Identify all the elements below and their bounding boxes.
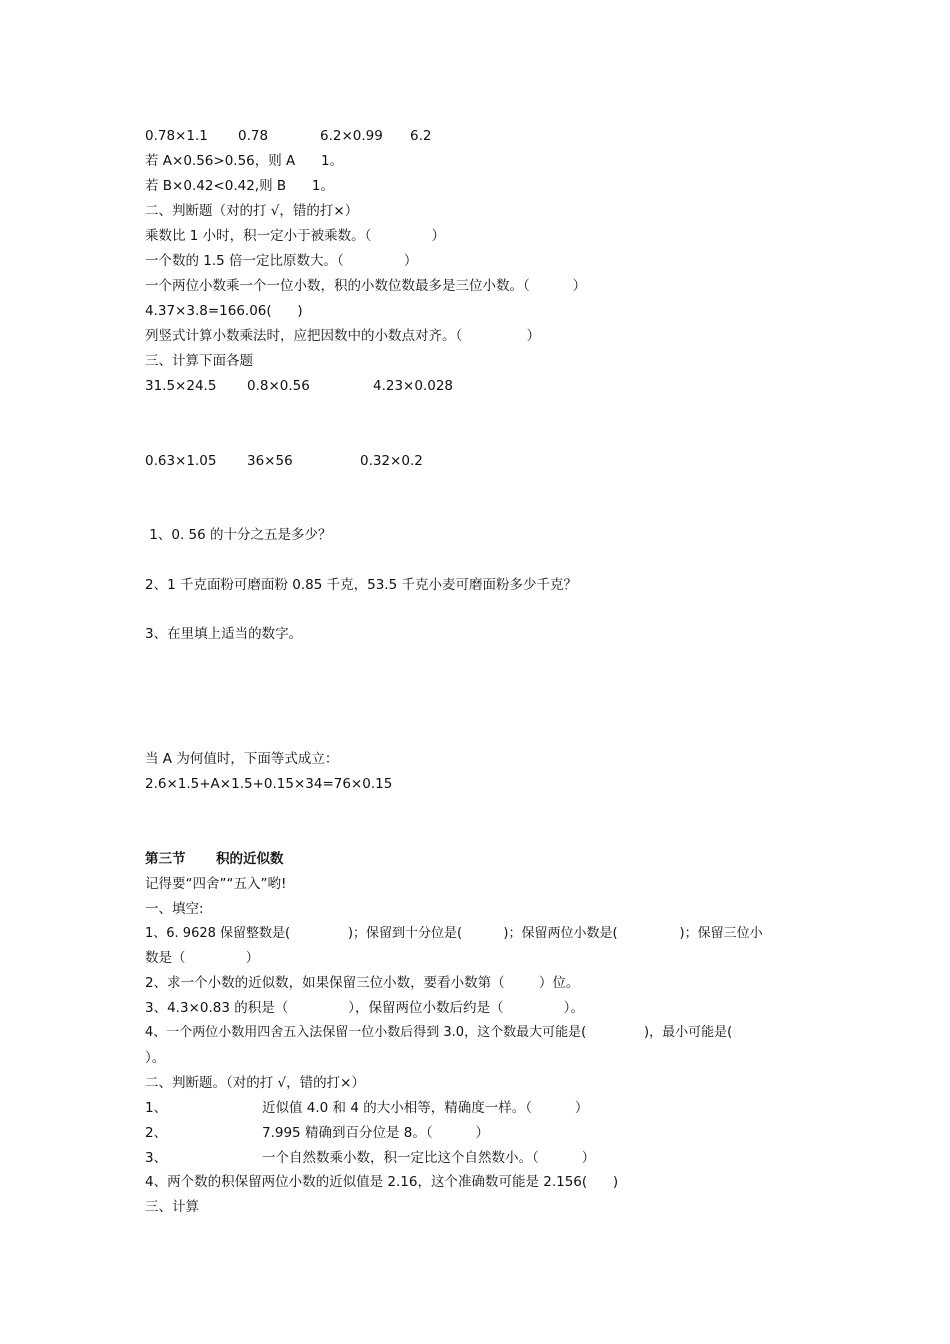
calc-expr-5: 36×56 [247, 453, 293, 469]
fill-item-1-cont: 数是（ ） [145, 950, 260, 966]
word-problem-1: 1、0. 56 的十分之五是多少？ [145, 527, 332, 543]
calc-expr-1: 31.5×24.5 [145, 378, 217, 394]
judge2-num-1: 1、 [145, 1100, 168, 1116]
equation: 2.6×1.5+A×1.5+0.15×34=76×0.15 [145, 776, 393, 792]
judge2-num-2: 2、 [145, 1125, 168, 1141]
judge2-item-2: 7.995 精确到百分位是 8。（ ） [262, 1125, 489, 1141]
expr-3: 6.2×0.99 [320, 128, 383, 144]
judge-item-2: 一个数的 1.5 倍一定比原数大。（ ） [145, 253, 418, 269]
expr-4: 6.2 [410, 128, 432, 144]
equation-question: 当 A 为何值时，下面等式成立： [145, 751, 339, 767]
section-title: 积的近似数 [216, 851, 284, 867]
expr-2: 0.78 [238, 128, 269, 144]
fill-item-1: 1、6. 9628 保留整数是( )；保留到十分位是( )；保留两位小数是( )；保留三位小 [145, 926, 763, 941]
fill-line-a: 若 A×0.56>0.56，则 A 1。 [145, 153, 344, 169]
heading-fill-blank: 一、填空: [145, 901, 204, 917]
judge-item-5: 列竖式计算小数乘法时，应把因数中的小数点对齐。（ ） [145, 328, 541, 344]
judge2-num-3: 3、 [145, 1150, 168, 1166]
fill-item-4-cont: ）。 [145, 1050, 166, 1066]
fill-item-4: 4、一个两位小数用四舍五入法保留一位小数后得到 3.0，这个数最大可能是( )，最小可能是( [145, 1025, 733, 1040]
judge2-item-1: 近似值 4.0 和 4 的大小相等，精确度一样。（ ） [262, 1100, 589, 1116]
heading-calc-2: 三、计算 [145, 1199, 199, 1215]
expr-1: 0.78×1.1 [145, 128, 208, 144]
section-heading-judge: 二、判断题（对的打 √，错的打×） [145, 203, 359, 219]
heading-judge-2: 二、判断题。（对的打 √，错的打×） [145, 1075, 365, 1091]
judge-item-1: 乘数比 1 小时，积一定小于被乘数。（ ） [145, 228, 445, 244]
section-tip: 记得要“四舍”“五入”哟! [145, 876, 287, 892]
calc-expr-3: 4.23×0.028 [373, 378, 454, 394]
calc-expr-2: 0.8×0.56 [247, 378, 310, 394]
judge2-item-3: 一个自然数乘小数，积一定比这个自然数小。（ ） [262, 1150, 596, 1166]
word-problem-2: 2、1 千克面粉可磨面粉 0.85 千克，53.5 千克小麦可磨面粉多少千克？ [145, 577, 577, 593]
section-title-number: 第三节 [145, 851, 186, 867]
fill-item-3: 3、4.3×0.83 的积是（ ），保留两位小数后约是（ ）。 [145, 1000, 584, 1016]
judge-item-4: 4.37×3.8=166.06( ) [145, 303, 303, 319]
fill-line-b: 若 B×0.42<0.42,则 B 1。 [145, 178, 334, 194]
judge-item-3: 一个两位小数乘一个一位小数，积的小数位数最多是三位小数。（ ） [145, 278, 587, 294]
judge2-item-4: 4、两个数的积保留两位小数的近似值是 2.16，这个准确数可能是 2.156( ) [145, 1174, 619, 1190]
fill-item-2: 2、求一个小数的近似数，如果保留三位小数，要看小数第（ ）位。 [145, 975, 580, 991]
calc-expr-4: 0.63×1.05 [145, 453, 217, 469]
word-problem-3: 3、在里填上适当的数字。 [145, 626, 303, 642]
section-heading-calc: 三、计算下面各题 [145, 353, 253, 369]
calc-expr-6: 0.32×0.2 [360, 453, 423, 469]
